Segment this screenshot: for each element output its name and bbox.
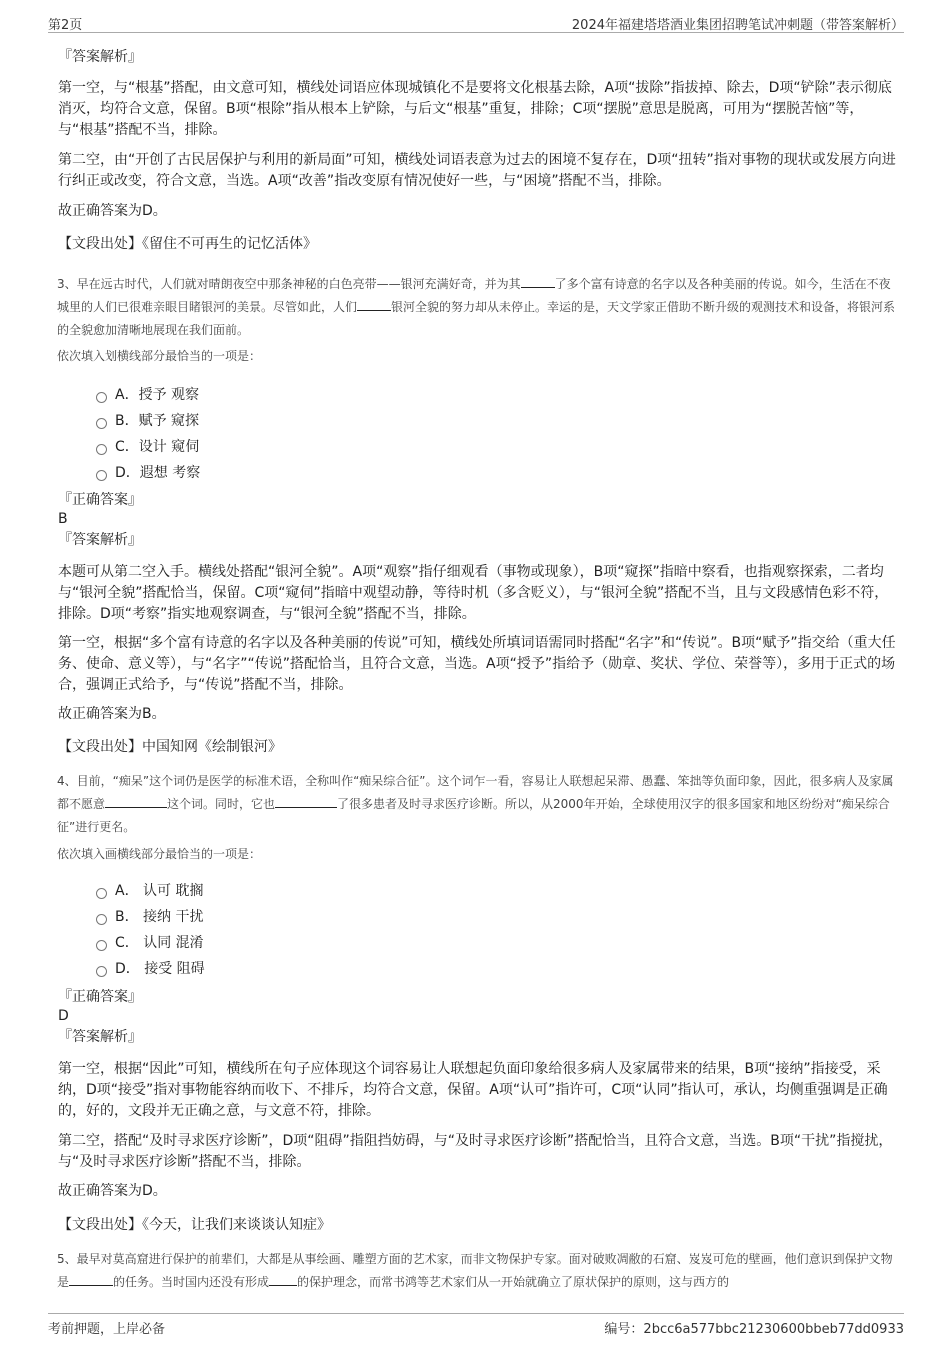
fill-blank [69,1272,113,1286]
page-header [48,10,904,33]
analysis-label: 『答案解析』 [58,532,142,548]
page-footer [48,1313,904,1340]
source-citation: 【文段出处】《留住不可再生的记忆活体》 [58,236,317,252]
correct-answer: D [58,1008,69,1024]
question-text: 3、早在远古时代，人们就对晴朗夜空中那条神秘的白色亮带——银河充满好奇，并为其 了多个富有诗意的名字以及各种美丽的传说。如今，生活在不夜城里的人们已很难亲眼目睹银河的美景。尽管如此，人们 银河全貌的努力却从未停止。幸运的是，天文学家正借助不断升级的观测技术和设备，将银河系的全貌愈加清晰地展现在我们面前。 [57,273,898,342]
fill-blank [105,794,167,808]
option-a[interactable]: A．授予 观察 [96,385,199,405]
option-d[interactable]: D．遐想 考察 [96,463,200,483]
analysis-label: 『答案解析』 [58,49,142,65]
fill-blank [521,274,555,288]
fill-blank [275,794,337,808]
radio-icon[interactable] [96,888,107,899]
analysis-paragraph: 第一空，与“根基”搭配，由文意可知，横线处词语应体现城镇化不是要将文化根基去除，A项“拔除”指拔掉、除去，D项“铲除”表示彻底消灭，均符合文意，保留。B项“根除”指从根本上铲除，与后文“根基”重复，排除；C项“摆脱”意思是脱离，可用为“摆脱苦恼”等，与“根基”搭配不当，排除。 [58,80,892,138]
source-citation: 【文段出处】《今天，让我们来谈谈认知症》 [58,1217,331,1233]
analysis-paragraph: 第一空，根据“多个富有诗意的名字以及各种美丽的传说”可知，横线处所填词语需同时搭配“名字”和“传说”。B项“赋予”指交给（重大任务、使命、意义等），与“名字”“传说”搭配恰当，且符合文意，当选。A项“授予”指给予（勋章、奖状、学位、荣誉等），多用于正式的场合，强调正式给予，与“传说”搭配不当，排除。 [58,635,896,693]
source-citation: 【文段出处】中国知网《绘制银河》 [58,739,282,755]
document-title: 2024年福建塔塔酒业集团招聘笔试冲刺题（带答案解析） [571,18,904,33]
page-number: 第2页 [48,18,83,33]
option-c[interactable]: C．设计 窥伺 [96,437,199,457]
fill-blank [269,1272,297,1286]
conclusion: 故正确答案为B。 [58,706,166,722]
option-d[interactable]: D． 接受 阻碍 [96,959,205,979]
radio-icon[interactable] [96,392,107,403]
conclusion: 故正确答案为D。 [58,203,167,219]
answer-label: 『正确答案』 [58,492,142,508]
analysis-label: 『答案解析』 [58,1029,142,1045]
radio-icon[interactable] [96,966,107,977]
correct-answer: B [58,511,68,527]
fill-blank [357,297,391,311]
option-a[interactable]: A． 认可 耽搁 [96,881,203,901]
option-c[interactable]: C． 认同 混淆 [96,933,204,953]
document-id: 编号：2bcc6a577bbc21230600bbeb77dd0933 [604,1322,904,1337]
question-text: 4、目前，“痴呆”这个词仍是医学的标准术语，全称叫作“痴呆综合征”。这个词乍一看，容易让人联想起呆滞、愚蠢、笨拙等负面印象，因此，很多病人及家属都不愿意 这个词。同时，它也 了很多患者及时寻求医疗诊断。所以，从2000年开始，全球使用汉字的很多国家和地区纷纷对“痴呆综合征”进行更名。 [57,774,894,834]
option-b[interactable]: B． 接纳 干扰 [96,907,204,927]
analysis-paragraph: 第二空，搭配“及时寻求医疗诊断”，D项“阻碍”指阻挡妨碍，与“及时寻求医疗诊断”搭配恰当，且符合文意，当选。B项“干扰”指搅扰，与“及时寻求医疗诊断”搭配不当，排除。 [58,1133,893,1170]
option-b[interactable]: B．赋予 窥探 [96,411,199,431]
analysis-paragraph: 第二空，由“开创了古民居保护与利用的新局面”可知，横线处词语表意为过去的困境不复存在，D项“扭转”指对事物的现状或发展方向进行纠正或改变，符合文意，当选。A项“改善”指改变原有情况使好一些，与“困境”搭配不当，排除。 [58,152,896,189]
radio-icon[interactable] [96,444,107,455]
question-text: 5、最早对莫高窟进行保护的前辈们，大都是从事绘画、雕塑方面的艺术家，而非文物保护专家。面对破败凋敝的石窟、岌岌可危的壁画，他们意识到保护文物是 的任务。当时国内还没有形成 的保护理念，而常书鸿等艺术家们从一开始就确立了原状保护的原则，这与西方的 [57,1252,893,1289]
radio-icon[interactable] [96,914,107,925]
radio-icon[interactable] [96,470,107,481]
footer-slogan: 考前押题，上岸必备 [48,1322,166,1337]
question-prompt: 依次填入画横线部分最恰当的一项是： [57,847,262,861]
conclusion: 故正确答案为D。 [58,1183,167,1199]
question-prompt: 依次填入划横线部分最恰当的一项是： [57,349,262,363]
analysis-paragraph: 第一空，根据“因此”可知，横线所在句子应体现这个词容易让人联想起负面印象给很多病人及家属带来的结果，B项“接纳”指接受，采纳，D项“接受”指对事物能容纳而收下、不排斥，均符合文意，保留。A项“认可”指许可，C项“认同”指认可，承认，均侧重强调是正确的，好的，文段并无正确之意，与文意不符，排除。 [58,1061,888,1119]
answer-label: 『正确答案』 [58,989,142,1005]
radio-icon[interactable] [96,418,107,429]
analysis-paragraph: 本题可从第二空入手。横线处搭配“银河全貌”。A项“观察”指仔细观看（事物或现象），B项“窥探”指暗中察看，也指观察探索，二者均与“银河全貌”搭配恰当，保留。C项“窥伺”指暗中观望动静，等待时机（多含贬义），与“银河全貌”搭配不当，且与文段感情色彩不符，排除。D项“考察”指实地观察调查，与“银河全貌”搭配不当，排除。 [58,564,889,622]
radio-icon[interactable] [96,940,107,951]
